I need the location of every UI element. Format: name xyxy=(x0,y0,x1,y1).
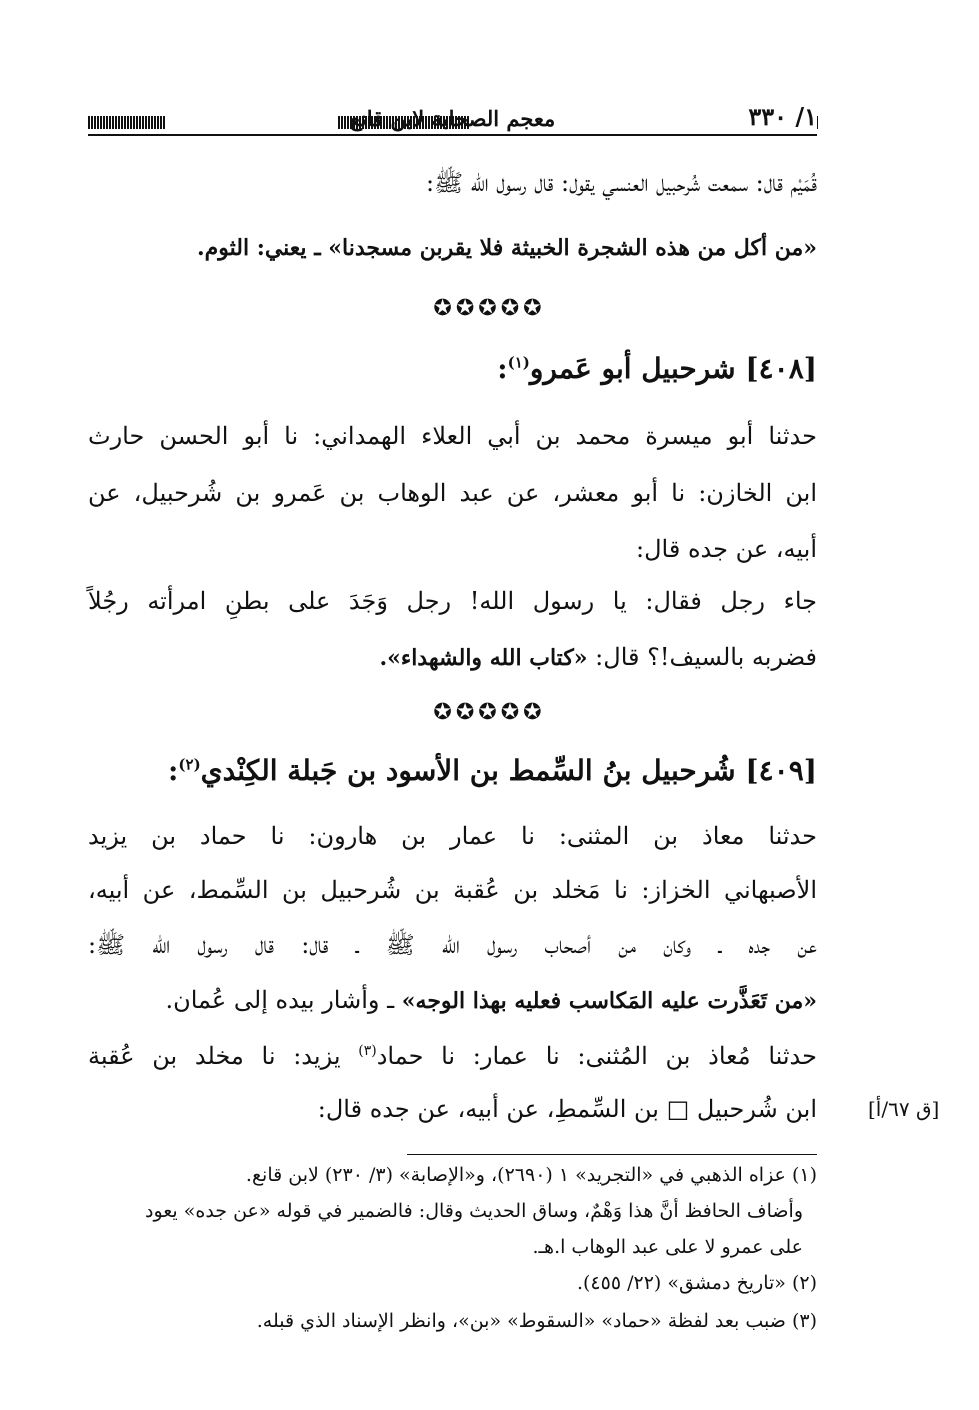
entry-title: [٤٠٩] شُرحبيل بنُ السِّمط بن الأسود بن جَبلة الكِنْدي xyxy=(200,754,817,787)
hadith-text: «من تَعَذَّرت عليه المَكاسب فعليه بهذا الوجه» xyxy=(401,988,817,1014)
separator-stars: ✪✪✪✪✪ xyxy=(433,296,546,321)
footnote-1: (١) عزاه الذهبي في «التجريد» ١ (٢٦٩٠)، و«الإصابة» (٣/ ٢٣٠) لابن قانع. xyxy=(245,1164,817,1186)
footnote-ref: (٢) xyxy=(178,755,201,774)
heading-colon: : xyxy=(168,754,179,787)
body-text: يزيد: نا مخلد بن عُقبة xyxy=(88,1042,359,1070)
body-line: أبيه، عن جده قال: xyxy=(636,535,817,563)
footnote-ref: (٣) xyxy=(358,1043,377,1059)
page-number: ١/ ٣٣٠ xyxy=(748,102,817,131)
book-title: معجم الصحابة لابن قانع xyxy=(349,106,556,131)
footnote-divider xyxy=(407,1154,817,1155)
running-header xyxy=(88,102,817,136)
body-line: ابن الخازن: نا أبو معشر، عن عبد الوهاب بن عَمرو بن شُرحبيل، عن xyxy=(88,479,817,507)
hadith-text: «كتاب الله والشهداء». xyxy=(379,645,588,671)
footnote-1-cont: وأضاف الحافظ أنَّ هذا وَهْمٌ، وساق الحديث وقال: فالضمير في قوله «عن جده» يعود xyxy=(144,1200,803,1222)
body-line xyxy=(88,1042,817,1070)
footnote-ref: (١) xyxy=(507,353,530,372)
footnote-2: (٢) «تاريخ دمشق» (٢٢/ ٤٥٥). xyxy=(576,1272,817,1294)
body-text: فضربه بالسيف!؟ قال: xyxy=(587,643,817,671)
body-text: حدثنا مُعاذ بن المُثنى: نا عمار: نا حماد xyxy=(376,1042,817,1070)
footnote-1-cont: على عمرو لا على عبد الوهاب ا.هـ. xyxy=(532,1236,803,1258)
body-line: قُمَيْم قال: سمعت شُرحبيل العنسي يقول: قال رسول الله ﷺ: xyxy=(426,169,817,197)
entry-title: [٤٠٨] شرحبيل أبو عَمرو xyxy=(529,352,817,385)
body-line: جاء رجل فقال: يا رسول الله! رجل وَجَدَ على بطنِ امرأته رجُلاً xyxy=(88,587,817,615)
body-line: حدثنا معاذ بن المثنى: نا عمار بن هارون: نا حماد بن يزيد xyxy=(88,822,817,850)
separator-stars: ✪✪✪✪✪ xyxy=(433,700,546,725)
header-ornament xyxy=(817,116,818,129)
header-ornament xyxy=(88,116,165,129)
entry-heading-408 xyxy=(88,352,817,385)
body-line xyxy=(88,643,817,671)
footnote-3: (٣) ضبب بعد لفظة «حماد» «السقوط» «بن»، وانظر الإسناد الذي قبله. xyxy=(256,1310,817,1332)
entry-heading-409 xyxy=(88,754,817,787)
body-line xyxy=(88,986,817,1014)
body-line: حدثنا أبو ميسرة محمد بن أبي العلاء الهمداني: نا أبو الحسن حارث xyxy=(88,422,817,450)
body-line: الأصبهاني الخزاز: نا مَخلد بن عُقبة بن شُرحبيل بن السِّمط، عن أبيه، xyxy=(88,876,817,904)
manuscript-folio-marker: [ق ٦٧/أ] xyxy=(868,1097,940,1121)
body-line: عن جده ـ وكان من أصحاب رسول الله ﷺ ـ قال: قال رسول الله ﷺ: xyxy=(88,931,817,959)
body-text: ـ وأشار بيده إلى عُمان. xyxy=(165,986,402,1014)
body-line: ابن شُرحبيل □ بن السِّمطِ، عن أبيه، عن جده قال: xyxy=(317,1095,817,1123)
hadith-text: «من أكل من هذه الشجرة الخبيثة فلا يقربن مسجدنا» ـ يعني: الثوم. xyxy=(196,235,817,261)
heading-colon: : xyxy=(497,352,508,385)
